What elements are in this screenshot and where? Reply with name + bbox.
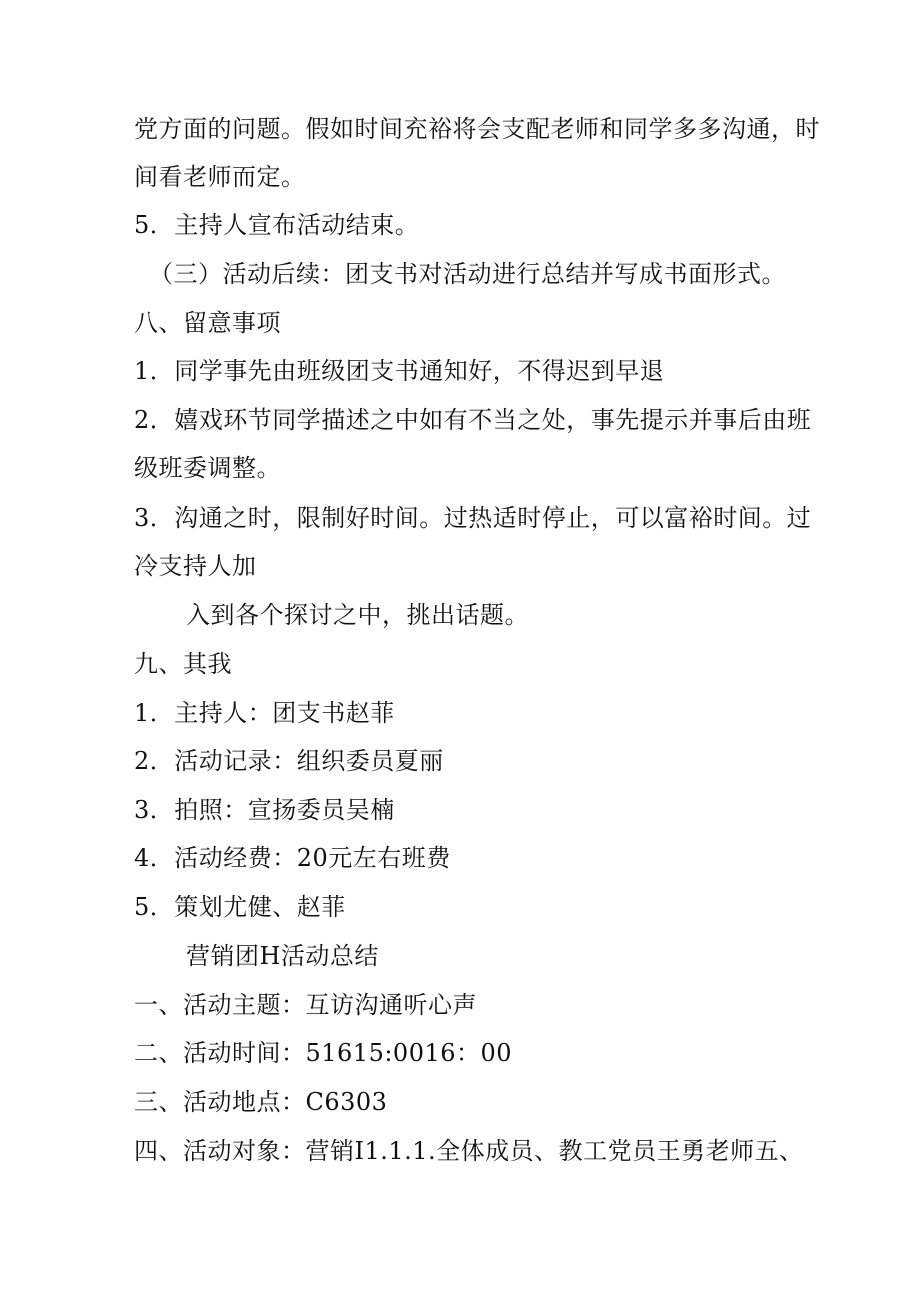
text-line-13: 1．主持人：团支书赵菲: [134, 699, 395, 727]
text-line-22: 四、活动对象：营销I1.1.1.全体成员、教工党员王勇老师五、: [134, 1137, 804, 1165]
text-line-6: 1．同学事先由班级团支书通知好，不得迟到早退: [134, 357, 665, 385]
text-line-14: 2．活动记录：组织委员夏丽: [134, 747, 444, 775]
text-line-11: 入到各个探讨之中，挑出话题。: [186, 601, 529, 629]
text-line-8: 级班委调整。: [134, 454, 281, 482]
text-line-19: 一、活动主题：互访沟通听心声: [134, 991, 477, 1019]
text-line-2: 间看老师而定。: [134, 163, 306, 191]
text-line-21: 三、活动地点：C6303: [134, 1088, 388, 1116]
section-heading-9: 九、其我: [134, 650, 232, 678]
text-line-15: 3．拍照：宣扬委员吴楠: [134, 796, 395, 824]
text-line-1: 党方面的问题。假如时间充裕将会支配老师和同学多多沟通，时: [134, 115, 820, 143]
text-line-7: 2．嬉戏环节同学描述之中如有不当之处，事先提示并事后由班: [134, 406, 812, 434]
text-line-9: 3．沟通之时，限制好时间。过热适时停止，可以富裕时间。过: [134, 504, 812, 532]
text-line-16: 4．活动经费：20元左右班费: [134, 844, 451, 872]
text-line-10: 冷支持人加: [134, 552, 257, 580]
document-title: 营销团H活动总结: [186, 942, 379, 970]
text-line-17: 5．策划尤健、赵菲: [134, 893, 346, 921]
text-line-3: 5．主持人宣布活动结束。: [134, 211, 420, 239]
text-line-4: （三）活动后续：团支书对活动进行总结并写成书面形式。: [149, 260, 786, 288]
section-heading-8: 八、留意事项: [134, 309, 281, 337]
text-line-20: 二、活动时间：51615:0016：00: [134, 1039, 513, 1067]
